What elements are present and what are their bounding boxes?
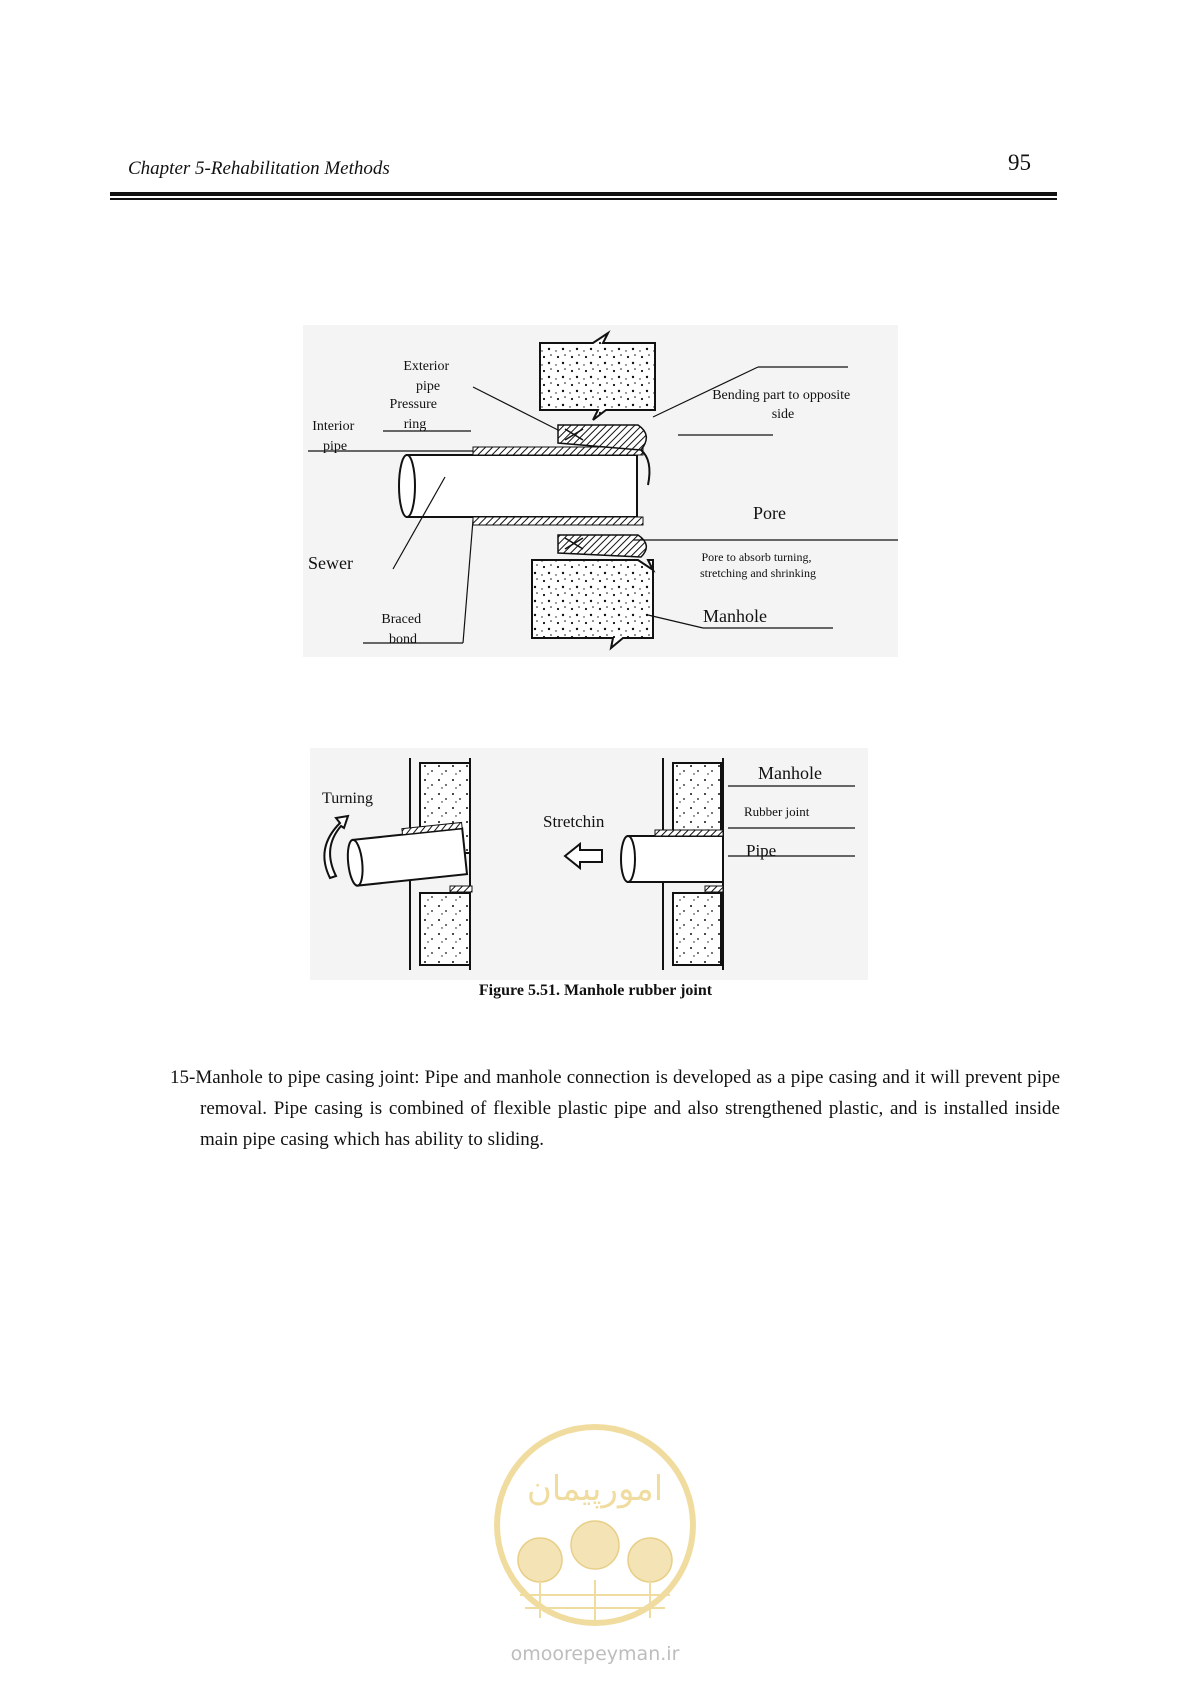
label-pore: Pore xyxy=(753,503,786,523)
label-turning: Turning xyxy=(322,790,373,807)
label-rubber-joint: Rubber joint xyxy=(744,804,810,819)
chapter-title: Chapter 5-Rehabilitation Methods xyxy=(128,158,390,179)
manhole-joint-section-diagram xyxy=(303,325,898,657)
header-rule-thin xyxy=(110,198,1057,200)
manhole-wall-bottom xyxy=(532,560,653,648)
page-number: 95 xyxy=(1008,150,1031,175)
label-pore-absorb: Pore to absorb turning, stretching and shrinking xyxy=(700,550,816,580)
header-rule-thick xyxy=(110,192,1057,196)
label-pressure-ring: Pressure ring xyxy=(389,397,437,432)
sewer-pipe xyxy=(407,455,637,517)
watermark-site: omoorepeyman.ir xyxy=(510,1643,680,1665)
label-bending-part: Bending part to opposite side xyxy=(712,388,851,422)
watermark-logo xyxy=(480,1420,710,1670)
label-manhole: Manhole xyxy=(758,763,822,783)
label-braced-bond: Braced bond xyxy=(381,612,422,647)
label-sewer: Sewer xyxy=(308,553,353,573)
figure-caption: Figure 5.51. Manhole rubber joint xyxy=(478,982,713,999)
manhole-joint-movement-diagram xyxy=(310,748,868,980)
manhole-wall-top xyxy=(540,333,655,420)
label-pipe: Pipe xyxy=(746,841,777,860)
label-stretchin: Stretchin xyxy=(543,812,605,831)
pipe-casing-bottom xyxy=(473,517,643,525)
straight-pipe xyxy=(628,836,723,882)
watermark-logo-text: امورپیمان xyxy=(526,1469,664,1509)
label-interior-pipe: Interior pipe xyxy=(312,419,355,454)
label-manhole: Manhole xyxy=(703,606,767,626)
numbered-item-15: 15-Manhole to pipe casing joint: Pipe and manhole connection is developed as a pipe casing and it will prevent pipe removal. Pipe casing is combined of flexible plastic pipe and also strengthened plastic, and is installed inside main pipe casing which has ability to sliding. xyxy=(170,1067,1060,1150)
body-paragraph xyxy=(170,1062,1060,1155)
label-exterior-pipe: Exterior pipe xyxy=(403,359,450,394)
